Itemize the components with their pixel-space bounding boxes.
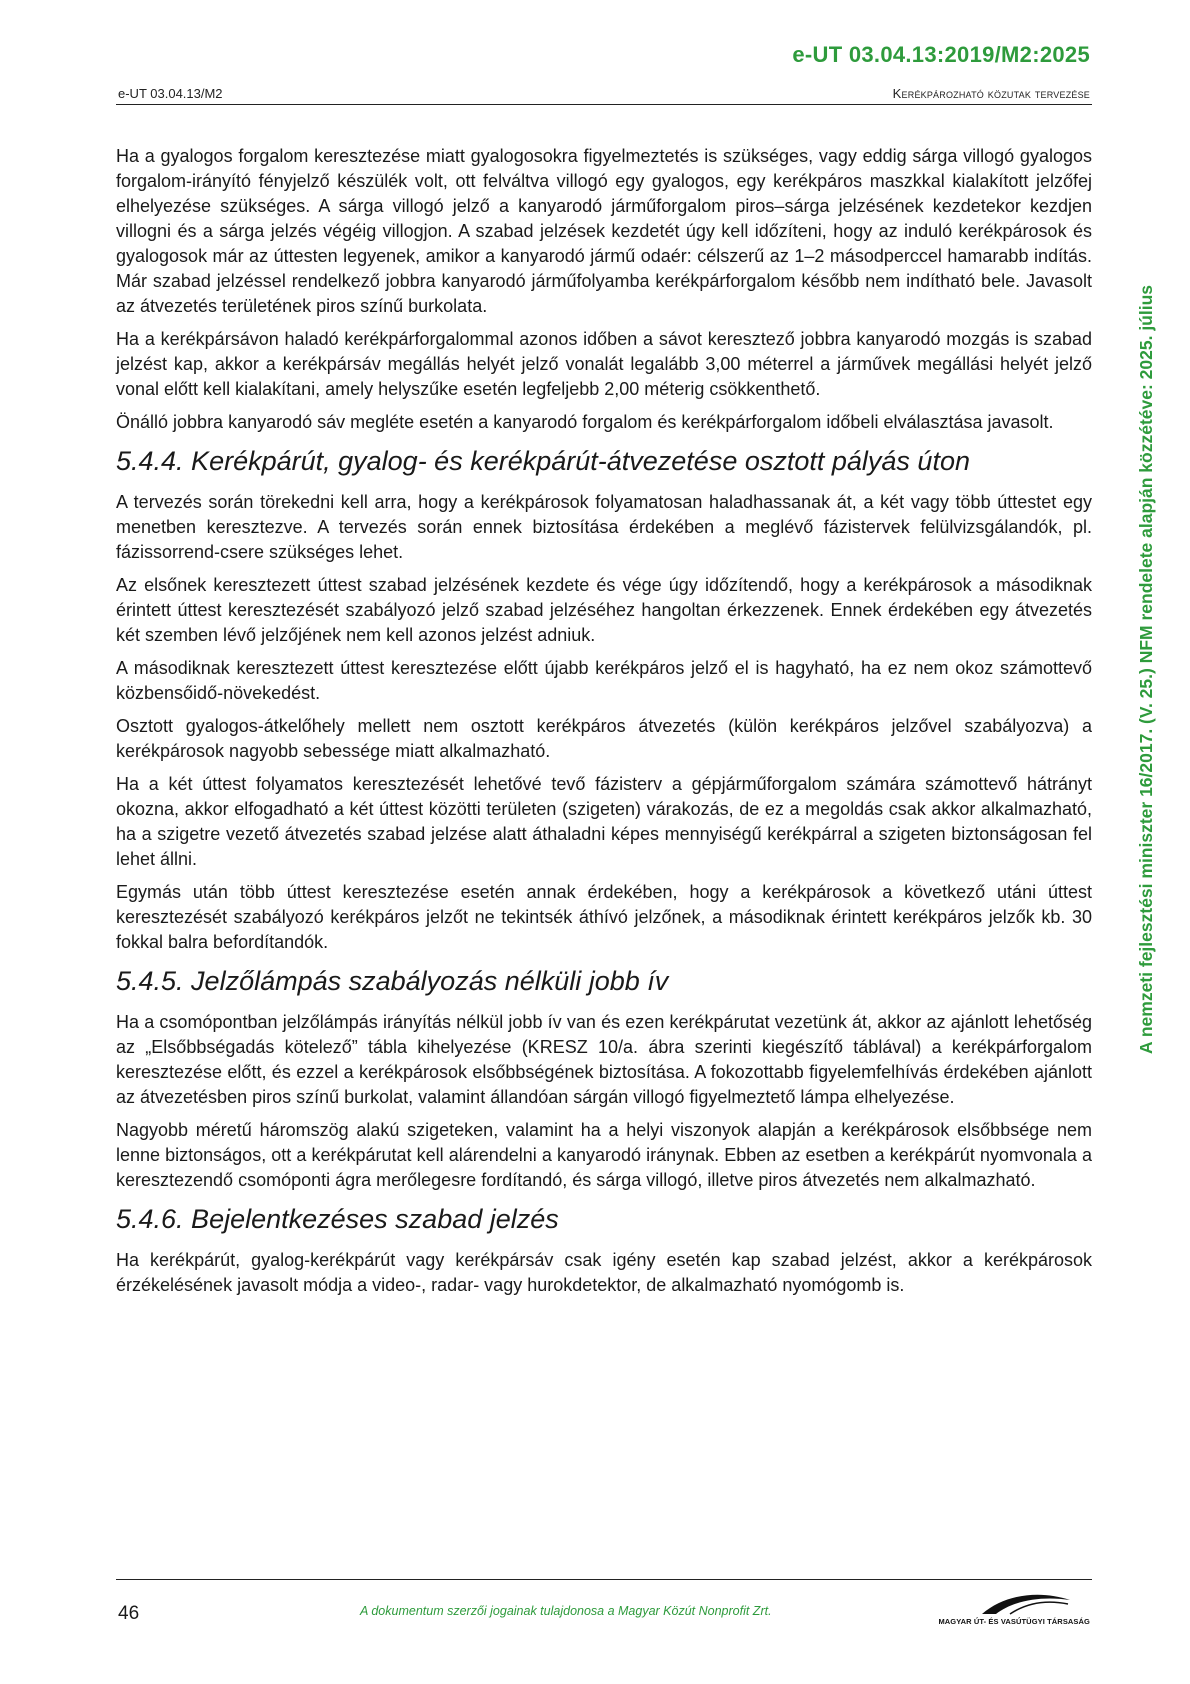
section-heading-5-4-5: 5.4.5. Jelzőlámpás szabályozás nélküli jobb ív xyxy=(116,966,669,996)
logo-text: MAGYAR ÚT- ÉS VASÚTÜGYI TÁRSASÁG xyxy=(938,1617,1090,1626)
paragraph: Osztott gyalogos-átkelőhely mellett nem osztott kerékpáros átvezetés (külön kerékpáros jelzővel szabályozva) a kerékpárosok nagyobb sebessége miatt alkalmazható. xyxy=(116,716,1092,761)
section-heading-5-4-6: 5.4.6. Bejelentkezéses szabad jelzés xyxy=(116,1204,559,1234)
paragraph: Ha a gyalogos forgalom keresztezése miatt gyalogosokra figyelmeztetés is szükséges, vagy eddig sárga villogó gyalogos forgalom-irányító fényjelző készülék volt, ott felváltva villogó egy gyalogos, egy kerékpáros maszkkal kialakított jelzőfej elhelyezése szükséges. A sárga villogó jelző a kanyarodó járműforgalom piros–sárga jelzésének kezdetekor kezdjen villogni és a sárga jelzés végéig villogjon. A szabad jelzések kezdetét úgy kell időzíteni, hogy az induló kerékpárosok és gyalogosok már az úttesten legyenek, amikor a kanyarodó jármű odaér: célszerű az 1–2 másodperccel hamarabb indítás. Már szabad jelzéssel rendelkező jobbra kanyarodó járműfolyamba kerékpárforgalom később nem indítható bele. Javasolt az átvezetés területének piros színű burkolata. xyxy=(116,146,1092,316)
paragraph: Ha a két úttest folyamatos keresztezését lehetővé tevő fázisterv a gépjárműforgalom számára számottevő hátrányt okozna, akkor elfogadható a két úttest közötti területen (szigeten) várakozás, de ez a megoldás csak akkor alkalmazható, ha a szigetre vezető átvezetés szabad jelzése alatt áthaladni képes mennyiségű kerékpárral a szigeten biztonságosan fel lehet állni. xyxy=(116,774,1092,869)
paragraph: Egymás után több úttest keresztezése esetén annak érdekében, hogy a kerékpárosok a következő utáni úttest keresztezését szabályozó kerékpáros jelzőt ne tekintsék áthívó jelzőnek, a másodiknak érintett kerékpáros jelzők kb. 30 fokkal balra befordítandók. xyxy=(116,882,1092,952)
footer-divider xyxy=(116,1579,1092,1580)
paragraph: A másodiknak keresztezett úttest keresztezése előtt újabb kerékpáros jelző el is hagyható, ha ez nem okoz számottevő közbensőidő-növekedést. xyxy=(116,658,1092,703)
paragraph: A tervezés során törekedni kell arra, hogy a kerékpárosok folyamatosan haladhassanak át, a két vagy több úttestet egy menetben keresztezve. A tervezés során ennek biztosítása érdekében a meglévő fázistervek felülvizsgálandók, pl. fázissorrend-csere szükséges lehet. xyxy=(116,492,1092,562)
header-running-title: Kerékpározható közutak tervezése xyxy=(892,86,1090,101)
section-heading-5-4-4: 5.4.4. Kerékpárút, gyalog- és kerékpárút-átvezetése osztott pályás úton xyxy=(116,446,970,476)
header-divider xyxy=(116,104,1092,105)
page-number: 46 xyxy=(118,1603,140,1624)
document-code: e-UT 03.04.13:2019/M2:2025 xyxy=(792,42,1090,67)
side-note-text: A nemzeti fejlesztési miniszter 16/2017. (V. 25.) NFM rendelete alapján közzétéve: 2025. július xyxy=(1136,284,1156,1054)
copyright-notice: A dokumentum szerzői jogainak tulajdonosa a Magyar Közút Nonprofit Zrt. xyxy=(360,1604,772,1618)
header-left-code: e-UT 03.04.13/M2 xyxy=(118,86,223,101)
paragraph: Nagyobb méretű háromszög alakú szigeteken, valamint ha a helyi viszonyok alapján a kerékpárosok elsőbbsége nem lenne biztonságos, ott a kerékpárutat kell alárendelni a kanyarodó iránynak. Ebben az esetben a kerékpárút nyomvonala a keresztezendő csomóponti ágra merőlegesre fordítandó, és sárga villogó, illetve piros átvezetés nem alkalmazható. xyxy=(116,1120,1092,1190)
logo-swoosh-icon xyxy=(910,1588,1090,1618)
paragraph: Ha a kerékpársávon haladó kerékpárforgalommal azonos időben a sávot keresztező jobbra kanyarodó mozgás is szabad jelzést kap, akkor a kerékpársáv megállás helyét jelző vonalát legalább 3,00 méterrel a járművek megállási helyét jelző vonal előtt kell kialakítani, amely helyszűke esetén legfeljebb 2,00 méterig csökkenthető. xyxy=(116,329,1092,399)
page-body xyxy=(116,144,1092,1306)
paragraph: Az elsőnek keresztezett úttest szabad jelzésének kezdete és vége úgy időzítendő, hogy a kerékpárosok a másodiknak érintett úttest keresztezését szabályozó jelző szabad jelzéséhez hangoltan érkezzenek. Ennek érdekében egy átvezetés két szemben lévő jelzőjének nem kell azonos jelzést adniuk. xyxy=(116,575,1092,645)
paragraph: Ha a csomópontban jelzőlámpás irányítás nélkül jobb ív van és ezen kerékpárutat vezetünk át, akkor az ajánlott lehetőség az „Elsőbbségadás kötelező” tábla kihelyezése (KRESZ 10/a. ábra szerinti kiegészítő táblával) a kerékpárforgalom keresztezése előtt, és ezzel a kerékpárosok elsőbbségének biztosítása. A fokozottabb figyelemfelhívás érdekében ajánlott az átvezetésben piros színű burkolat, valamint állandóan sárgán villogó figyelmeztető lámpa elhelyezése. xyxy=(116,1012,1092,1107)
paragraph: Ha kerékpárút, gyalog-kerékpárút vagy kerékpársáv csak igény esetén kap szabad jelzést, akkor a kerékpárosok érzékelésének javasolt módja a video-, radar- vagy hurokdetektor, de alkalmazható nyomógomb is. xyxy=(116,1250,1092,1295)
society-logo xyxy=(910,1588,1090,1630)
paragraph: Önálló jobbra kanyarodó sáv megléte esetén a kanyarodó forgalom és kerékpárforgalom időbeli elválasztása javasolt. xyxy=(116,412,1054,432)
